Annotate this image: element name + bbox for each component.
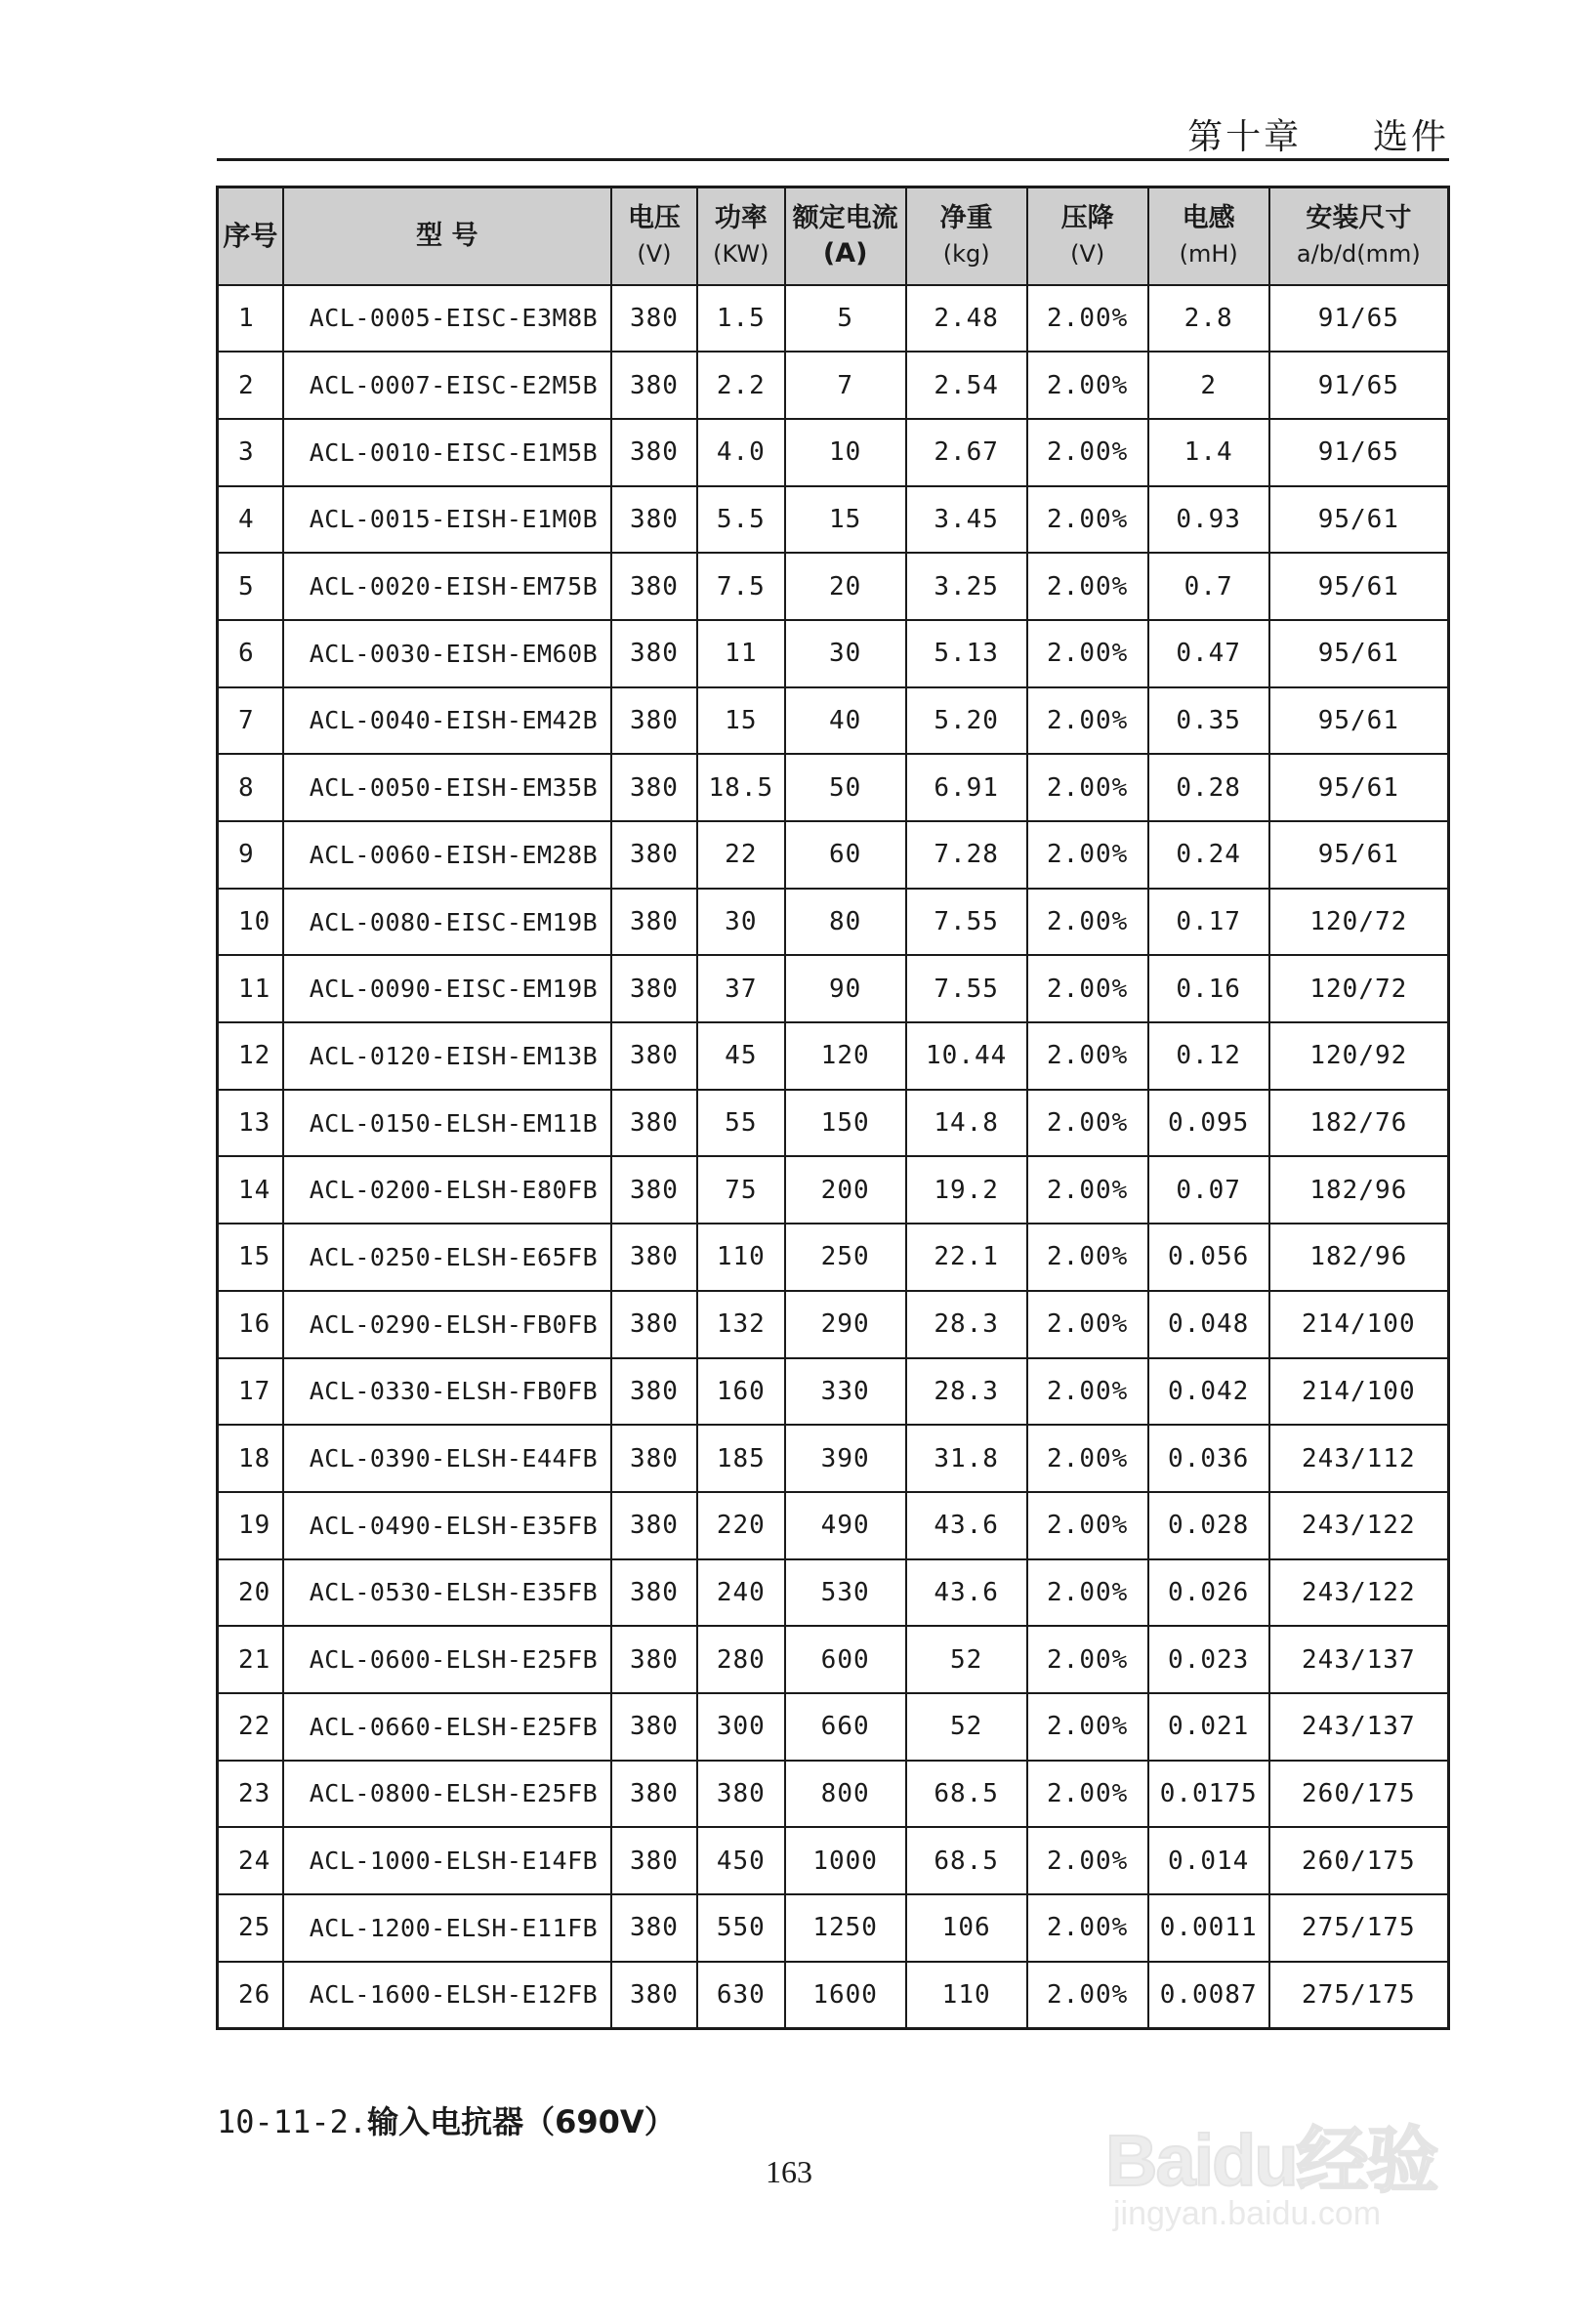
cell-no: 25 — [218, 1894, 283, 1962]
cell-size: 120/92 — [1269, 1022, 1449, 1090]
cell-weight: 52 — [906, 1693, 1027, 1761]
table-row — [218, 1492, 1449, 1559]
header-power-unit: (KW) — [713, 239, 769, 268]
cell-voltage: 380 — [611, 486, 697, 554]
cell-weight: 68.5 — [906, 1761, 1027, 1828]
cell-power: 5.5 — [697, 486, 785, 554]
header-drop — [1027, 187, 1148, 285]
cell-power: 280 — [697, 1626, 785, 1693]
cell-no: 8 — [218, 754, 283, 821]
cell-size: 120/72 — [1269, 889, 1449, 956]
cell-no: 12 — [218, 1022, 283, 1090]
cell-inductance: 0.021 — [1148, 1693, 1269, 1761]
header-weight — [906, 187, 1027, 285]
cell-current: 290 — [785, 1291, 906, 1358]
cell-power: 132 — [697, 1291, 785, 1358]
table-row — [218, 553, 1449, 620]
cell-no: 9 — [218, 821, 283, 889]
cell-model: ACL-0015-EISH-E1M0B — [283, 486, 611, 554]
watermark-url: jingyan.baidu.com — [1113, 2195, 1382, 2232]
cell-inductance: 0.17 — [1148, 889, 1269, 956]
cell-drop: 2.00% — [1027, 285, 1148, 353]
cell-inductance: 2 — [1148, 352, 1269, 419]
cell-inductance: 2.8 — [1148, 285, 1269, 353]
cell-no: 13 — [218, 1090, 283, 1157]
cell-drop: 2.00% — [1027, 1761, 1148, 1828]
cell-model: ACL-0530-ELSH-E35FB — [283, 1559, 611, 1627]
cell-inductance: 0.16 — [1148, 955, 1269, 1022]
cell-inductance: 0.042 — [1148, 1358, 1269, 1426]
cell-voltage: 380 — [611, 1425, 697, 1492]
cell-weight: 2.67 — [906, 419, 1027, 486]
cell-model: ACL-0050-EISH-EM35B — [283, 754, 611, 821]
chapter-title: 第十章 选件 — [1187, 117, 1449, 157]
cell-no: 5 — [218, 553, 283, 620]
cell-model: ACL-0020-EISH-EM75B — [283, 553, 611, 620]
cell-weight: 43.6 — [906, 1492, 1027, 1559]
cell-power: 1.5 — [697, 285, 785, 353]
cell-weight: 3.45 — [906, 486, 1027, 554]
cell-model: ACL-0040-EISH-EM42B — [283, 687, 611, 755]
header-drop-unit: (V) — [1070, 239, 1105, 268]
cell-model: ACL-1200-ELSH-E11FB — [283, 1894, 611, 1962]
cell-drop: 2.00% — [1027, 1358, 1148, 1426]
cell-size: 95/61 — [1269, 754, 1449, 821]
cell-size: 182/76 — [1269, 1090, 1449, 1157]
table-row — [218, 419, 1449, 486]
cell-inductance: 0.048 — [1148, 1291, 1269, 1358]
cell-voltage: 380 — [611, 1090, 697, 1157]
cell-current: 530 — [785, 1559, 906, 1627]
section-heading — [217, 2097, 676, 2142]
cell-weight: 28.3 — [906, 1358, 1027, 1426]
table-header-row — [218, 187, 1449, 285]
cell-model: ACL-0005-EISC-E3M8B — [283, 285, 611, 353]
cell-weight: 43.6 — [906, 1559, 1027, 1627]
table-row — [218, 687, 1449, 755]
cell-model: ACL-0660-ELSH-E25FB — [283, 1693, 611, 1761]
cell-drop: 2.00% — [1027, 1090, 1148, 1157]
cell-voltage: 380 — [611, 419, 697, 486]
cell-current: 5 — [785, 285, 906, 353]
cell-voltage: 380 — [611, 889, 697, 956]
section-title: 输入电抗器（690V） — [367, 2103, 676, 2140]
cell-inductance: 0.47 — [1148, 620, 1269, 687]
cell-model: ACL-0080-EISC-EM19B — [283, 889, 611, 956]
cell-inductance: 0.12 — [1148, 1022, 1269, 1090]
cell-size: 91/65 — [1269, 419, 1449, 486]
cell-inductance: 0.036 — [1148, 1425, 1269, 1492]
cell-voltage: 380 — [611, 821, 697, 889]
cell-weight: 5.20 — [906, 687, 1027, 755]
cell-voltage: 380 — [611, 1291, 697, 1358]
cell-model: ACL-0060-EISH-EM28B — [283, 821, 611, 889]
cell-voltage: 380 — [611, 1693, 697, 1761]
cell-voltage: 380 — [611, 754, 697, 821]
table-row — [218, 1894, 1449, 1962]
cell-current: 200 — [785, 1156, 906, 1224]
header-voltage-unit: (V) — [637, 239, 672, 268]
cell-weight: 31.8 — [906, 1425, 1027, 1492]
cell-model: ACL-1600-ELSH-E12FB — [283, 1962, 611, 2029]
cell-drop: 2.00% — [1027, 419, 1148, 486]
cell-weight: 2.54 — [906, 352, 1027, 419]
cell-no: 16 — [218, 1291, 283, 1358]
cell-size: 243/137 — [1269, 1693, 1449, 1761]
cell-inductance: 0.0011 — [1148, 1894, 1269, 1962]
page-number: 163 — [766, 2154, 812, 2189]
cell-current: 490 — [785, 1492, 906, 1559]
baidu-watermark — [1105, 2060, 1476, 2236]
cell-no: 24 — [218, 1827, 283, 1894]
cell-inductance: 0.023 — [1148, 1626, 1269, 1693]
cell-voltage: 380 — [611, 553, 697, 620]
cell-size: 182/96 — [1269, 1224, 1449, 1291]
cell-model: ACL-0600-ELSH-E25FB — [283, 1626, 611, 1693]
cell-weight: 110 — [906, 1962, 1027, 2029]
cell-power: 380 — [697, 1761, 785, 1828]
table-row — [218, 821, 1449, 889]
cell-size: 214/100 — [1269, 1291, 1449, 1358]
cell-weight: 7.55 — [906, 955, 1027, 1022]
header-size-label: 安装尺寸 — [1306, 202, 1412, 233]
cell-inductance: 0.056 — [1148, 1224, 1269, 1291]
cell-no: 3 — [218, 419, 283, 486]
cell-voltage: 380 — [611, 1358, 697, 1426]
cell-no: 10 — [218, 889, 283, 956]
cell-weight: 22.1 — [906, 1224, 1027, 1291]
table-row — [218, 285, 1449, 353]
cell-current: 800 — [785, 1761, 906, 1828]
cell-model: ACL-0390-ELSH-E44FB — [283, 1425, 611, 1492]
table-row — [218, 1626, 1449, 1693]
table-row — [218, 1425, 1449, 1492]
table-row — [218, 1693, 1449, 1761]
cell-inductance: 0.014 — [1148, 1827, 1269, 1894]
cell-drop: 2.00% — [1027, 1827, 1148, 1894]
cell-current: 20 — [785, 553, 906, 620]
cell-size: 275/175 — [1269, 1962, 1449, 2029]
table-row — [218, 1962, 1449, 2029]
cell-voltage: 380 — [611, 1156, 697, 1224]
cell-power: 75 — [697, 1156, 785, 1224]
cell-no: 11 — [218, 955, 283, 1022]
table-row — [218, 486, 1449, 554]
cell-drop: 2.00% — [1027, 1156, 1148, 1224]
cell-drop: 2.00% — [1027, 553, 1148, 620]
cell-model: ACL-0800-ELSH-E25FB — [283, 1761, 611, 1828]
cell-current: 90 — [785, 955, 906, 1022]
header-weight-label: 净重 — [939, 202, 993, 233]
cell-current: 50 — [785, 754, 906, 821]
cell-power: 160 — [697, 1358, 785, 1426]
cell-size: 91/65 — [1269, 285, 1449, 353]
cell-drop: 2.00% — [1027, 1224, 1148, 1291]
table-row — [218, 754, 1449, 821]
cell-drop: 2.00% — [1027, 1626, 1148, 1693]
cell-drop: 2.00% — [1027, 1962, 1148, 2029]
cell-power: 45 — [697, 1022, 785, 1090]
cell-model: ACL-0330-ELSH-FB0FB — [283, 1358, 611, 1426]
cell-drop: 2.00% — [1027, 687, 1148, 755]
cell-no: 7 — [218, 687, 283, 755]
cell-no: 22 — [218, 1693, 283, 1761]
cell-voltage: 380 — [611, 285, 697, 353]
cell-power: 550 — [697, 1894, 785, 1962]
cell-drop: 2.00% — [1027, 1894, 1148, 1962]
cell-weight: 10.44 — [906, 1022, 1027, 1090]
header-voltage — [611, 187, 697, 285]
cell-voltage: 380 — [611, 1894, 697, 1962]
cell-inductance: 0.0175 — [1148, 1761, 1269, 1828]
cell-current: 250 — [785, 1224, 906, 1291]
header-model: 型 号 — [283, 187, 611, 285]
cell-size: 95/61 — [1269, 553, 1449, 620]
header-drop-label: 压降 — [1060, 202, 1114, 233]
cell-weight: 19.2 — [906, 1156, 1027, 1224]
cell-inductance: 0.0087 — [1148, 1962, 1269, 2029]
table-row — [218, 1156, 1449, 1224]
table-row — [218, 1827, 1449, 1894]
cell-current: 80 — [785, 889, 906, 956]
watermark-brand: Baidu经验 — [1105, 2120, 1437, 2201]
cell-inductance: 0.7 — [1148, 553, 1269, 620]
cell-current: 30 — [785, 620, 906, 687]
cell-power: 30 — [697, 889, 785, 956]
cell-model: ACL-0150-ELSH-EM11B — [283, 1090, 611, 1157]
cell-inductance: 0.28 — [1148, 754, 1269, 821]
cell-voltage: 380 — [611, 1022, 697, 1090]
cell-current: 1250 — [785, 1894, 906, 1962]
cell-no: 21 — [218, 1626, 283, 1693]
cell-drop: 2.00% — [1027, 754, 1148, 821]
cell-power: 240 — [697, 1559, 785, 1627]
cell-voltage: 380 — [611, 1224, 697, 1291]
cell-inductance: 1.4 — [1148, 419, 1269, 486]
header-inductance — [1148, 187, 1269, 285]
cell-drop: 2.00% — [1027, 1425, 1148, 1492]
cell-no: 2 — [218, 352, 283, 419]
cell-model: ACL-0010-EISC-E1M5B — [283, 419, 611, 486]
cell-weight: 68.5 — [906, 1827, 1027, 1894]
header-power — [697, 187, 785, 285]
header-voltage-label: 电压 — [627, 202, 681, 233]
table-row — [218, 1358, 1449, 1426]
cell-power: 630 — [697, 1962, 785, 2029]
cell-weight: 2.48 — [906, 285, 1027, 353]
cell-inductance: 0.026 — [1148, 1559, 1269, 1627]
cell-size: 214/100 — [1269, 1358, 1449, 1426]
cell-current: 660 — [785, 1693, 906, 1761]
header-inductance-unit: (mH) — [1179, 239, 1238, 268]
cell-no: 1 — [218, 285, 283, 353]
cell-weight: 7.55 — [906, 889, 1027, 956]
cell-size: 243/112 — [1269, 1425, 1449, 1492]
cell-inductance: 0.095 — [1148, 1090, 1269, 1157]
cell-size: 275/175 — [1269, 1894, 1449, 1962]
cell-weight: 5.13 — [906, 620, 1027, 687]
cell-no: 26 — [218, 1962, 283, 2029]
cell-no: 18 — [218, 1425, 283, 1492]
table-row — [218, 620, 1449, 687]
cell-voltage: 380 — [611, 1962, 697, 2029]
table-row — [218, 1022, 1449, 1090]
cell-current: 60 — [785, 821, 906, 889]
cell-power: 220 — [697, 1492, 785, 1559]
header-size — [1269, 187, 1449, 285]
cell-model: ACL-1000-ELSH-E14FB — [283, 1827, 611, 1894]
cell-weight: 14.8 — [906, 1090, 1027, 1157]
cell-current: 1000 — [785, 1827, 906, 1894]
cell-no: 20 — [218, 1559, 283, 1627]
cell-inductance: 0.028 — [1148, 1492, 1269, 1559]
table-row — [218, 1090, 1449, 1157]
cell-drop: 2.00% — [1027, 352, 1148, 419]
cell-size: 260/175 — [1269, 1827, 1449, 1894]
cell-no: 23 — [218, 1761, 283, 1828]
cell-drop: 2.00% — [1027, 486, 1148, 554]
cell-model: ACL-0090-EISC-EM19B — [283, 955, 611, 1022]
cell-inductance: 0.35 — [1148, 687, 1269, 755]
cell-weight: 3.25 — [906, 553, 1027, 620]
cell-voltage: 380 — [611, 1559, 697, 1627]
cell-current: 1600 — [785, 1962, 906, 2029]
cell-current: 15 — [785, 486, 906, 554]
cell-drop: 2.00% — [1027, 889, 1148, 956]
table-row — [218, 955, 1449, 1022]
cell-weight: 52 — [906, 1626, 1027, 1693]
cell-no: 15 — [218, 1224, 283, 1291]
cell-current: 330 — [785, 1358, 906, 1426]
cell-drop: 2.00% — [1027, 1693, 1148, 1761]
cell-size: 243/122 — [1269, 1559, 1449, 1627]
cell-model: ACL-0490-ELSH-E35FB — [283, 1492, 611, 1559]
table-body — [218, 285, 1449, 2029]
cell-power: 37 — [697, 955, 785, 1022]
cell-current: 390 — [785, 1425, 906, 1492]
cell-voltage: 380 — [611, 687, 697, 755]
cell-model: ACL-0030-EISH-EM60B — [283, 620, 611, 687]
cell-model: ACL-0200-ELSH-E80FB — [283, 1156, 611, 1224]
cell-drop: 2.00% — [1027, 1022, 1148, 1090]
cell-size: 95/61 — [1269, 687, 1449, 755]
cell-drop: 2.00% — [1027, 620, 1148, 687]
cell-size: 95/61 — [1269, 821, 1449, 889]
cell-no: 19 — [218, 1492, 283, 1559]
cell-power: 7.5 — [697, 553, 785, 620]
cell-drop: 2.00% — [1027, 955, 1148, 1022]
header-power-label: 功率 — [714, 202, 768, 233]
cell-model: ACL-0120-EISH-EM13B — [283, 1022, 611, 1090]
cell-drop: 2.00% — [1027, 821, 1148, 889]
cell-model: ACL-0007-EISC-E2M5B — [283, 352, 611, 419]
cell-no: 4 — [218, 486, 283, 554]
header-current: 额定电流(A) — [785, 187, 906, 285]
cell-power: 55 — [697, 1090, 785, 1157]
cell-no: 14 — [218, 1156, 283, 1224]
cell-inductance: 0.24 — [1148, 821, 1269, 889]
table-row — [218, 352, 1449, 419]
header-inductance-label: 电感 — [1182, 202, 1235, 233]
cell-size: 260/175 — [1269, 1761, 1449, 1828]
cell-weight: 106 — [906, 1894, 1027, 1962]
table-row — [218, 1224, 1449, 1291]
cell-current: 7 — [785, 352, 906, 419]
cell-size: 182/96 — [1269, 1156, 1449, 1224]
table-row — [218, 1559, 1449, 1627]
cell-size: 120/72 — [1269, 955, 1449, 1022]
header-weight-unit: (kg) — [942, 239, 990, 268]
cell-power: 300 — [697, 1693, 785, 1761]
cell-weight: 6.91 — [906, 754, 1027, 821]
cell-voltage: 380 — [611, 955, 697, 1022]
cell-inductance: 0.07 — [1148, 1156, 1269, 1224]
cell-model: ACL-0250-ELSH-E65FB — [283, 1224, 611, 1291]
cell-current: 150 — [785, 1090, 906, 1157]
cell-model: ACL-0290-ELSH-FB0FB — [283, 1291, 611, 1358]
section-number: 10-11-2. — [217, 2103, 368, 2140]
cell-size: 243/137 — [1269, 1626, 1449, 1693]
cell-size: 243/122 — [1269, 1492, 1449, 1559]
table-row — [218, 1291, 1449, 1358]
cell-power: 185 — [697, 1425, 785, 1492]
header-no: 序号 — [218, 187, 283, 285]
cell-weight: 7.28 — [906, 821, 1027, 889]
cell-current: 10 — [785, 419, 906, 486]
cell-current: 120 — [785, 1022, 906, 1090]
cell-current: 40 — [785, 687, 906, 755]
cell-power: 15 — [697, 687, 785, 755]
cell-current: 600 — [785, 1626, 906, 1693]
cell-voltage: 380 — [611, 1626, 697, 1693]
cell-no: 6 — [218, 620, 283, 687]
reactor-spec-table — [216, 186, 1450, 2030]
cell-inductance: 0.93 — [1148, 486, 1269, 554]
chapter-header — [217, 105, 1449, 161]
cell-voltage: 380 — [611, 1492, 697, 1559]
cell-size: 91/65 — [1269, 352, 1449, 419]
cell-drop: 2.00% — [1027, 1559, 1148, 1627]
cell-drop: 2.00% — [1027, 1492, 1148, 1559]
cell-voltage: 380 — [611, 352, 697, 419]
cell-power: 11 — [697, 620, 785, 687]
cell-size: 95/61 — [1269, 620, 1449, 687]
cell-voltage: 380 — [611, 1827, 697, 1894]
cell-power: 22 — [697, 821, 785, 889]
cell-size: 95/61 — [1269, 486, 1449, 554]
table-row — [218, 889, 1449, 956]
cell-power: 4.0 — [697, 419, 785, 486]
cell-power: 450 — [697, 1827, 785, 1894]
cell-weight: 28.3 — [906, 1291, 1027, 1358]
cell-no: 17 — [218, 1358, 283, 1426]
cell-voltage: 380 — [611, 620, 697, 687]
cell-voltage: 380 — [611, 1761, 697, 1828]
cell-power: 2.2 — [697, 352, 785, 419]
cell-power: 18.5 — [697, 754, 785, 821]
table-row — [218, 1761, 1449, 1828]
cell-drop: 2.00% — [1027, 1291, 1148, 1358]
cell-power: 110 — [697, 1224, 785, 1291]
header-size-unit: a/b/d(mm) — [1296, 239, 1421, 268]
